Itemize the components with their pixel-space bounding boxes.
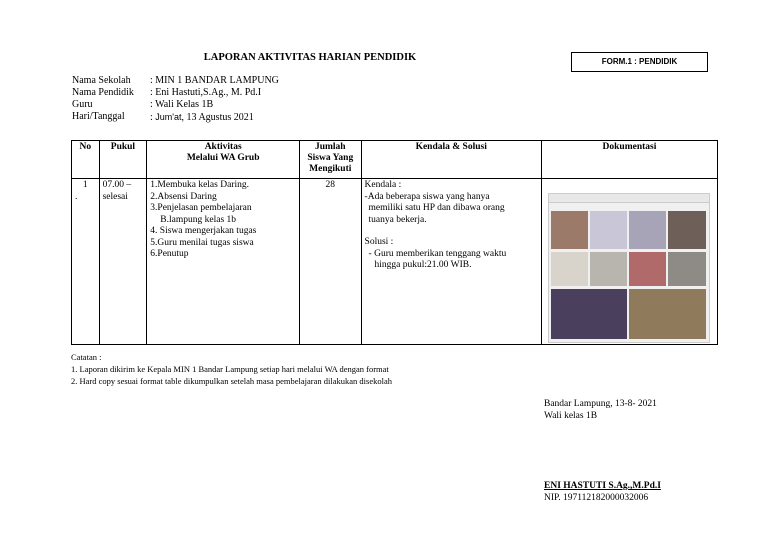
info-school-row [72, 75, 279, 87]
date-value: , 13 Agustus 2021 [181, 112, 254, 123]
info-guru-row [72, 99, 279, 111]
activity-table [71, 140, 718, 345]
kendala-line: tuanya bekerja. [368, 214, 427, 225]
kendala-title: Kendala : [364, 180, 402, 190]
notes-block [71, 351, 392, 387]
notes-title: Catatan : [71, 352, 102, 362]
activity-item: 1.Membuka kelas Daring. [150, 180, 249, 190]
guru-label: Guru [72, 99, 93, 110]
photo-thumb [668, 211, 706, 249]
kendala-line: -Ada beberapa siswa yang hanya [364, 191, 490, 202]
teacher-value: : Eni Hastuti,S.Ag., M. Pd.I [150, 87, 262, 98]
report-title: LAPORAN AKTIVITAS HARIAN PENDIDIK [203, 52, 417, 63]
cell-no-line2: . [75, 191, 78, 202]
kendala-line: memiliki satu HP dan dibawa orang [368, 203, 505, 213]
cell-pukul-line1: 07.00 – [102, 180, 132, 190]
info-teacher-row [72, 87, 279, 99]
activity-item: B.lampung kelas 1b [160, 214, 237, 225]
photo-thumb [551, 252, 588, 286]
header-pukul: Pukul [99, 141, 147, 179]
solusi-title: Solusi : [364, 237, 394, 247]
signer-nip: NIP. 197112182000032006 [544, 492, 649, 503]
spacer [365, 226, 538, 237]
header-aktivitas-line2: Melalui WA Grub [186, 153, 260, 163]
date-prefix: : [150, 112, 156, 123]
header-kendala: Kendala & Solusi [361, 141, 541, 179]
header-jumlah-line1: Jumlah [314, 142, 346, 152]
signer-role: Wali kelas 1B [544, 410, 598, 421]
signature-place [544, 399, 657, 422]
table-row [72, 179, 718, 345]
school-value: : MIN 1 BANDAR LAMPUNG [150, 75, 279, 86]
photo-thumb [590, 252, 627, 286]
activity-item: 5.Guru menilai tugas siswa [150, 237, 254, 248]
date-value-wrap [150, 111, 254, 124]
signer-block [544, 481, 661, 504]
table-header-row [72, 141, 718, 179]
header-aktivitas-line1: Aktivitas [204, 142, 242, 152]
date-label: Hari/Tanggal [72, 111, 125, 122]
guru-value: : Wali Kelas 1B [150, 99, 214, 110]
activity-item: 4. Siswa mengerjakan tugas [150, 226, 257, 236]
photo-thumb [590, 211, 627, 249]
header-jumlah [300, 141, 362, 179]
photo-thumb [668, 252, 706, 286]
school-label: Nama Sekolah [72, 75, 131, 86]
info-block [72, 75, 279, 124]
note-item: 2. Hard copy sesuai format table dikumpulkan setelah masa pembelajaran dilakukan disekolah [71, 376, 393, 386]
header-jumlah-line3: Mengikuti [309, 164, 352, 174]
activity-item: 3.Penjelasan pembelajaran [150, 203, 252, 213]
teacher-label: Nama Pendidik [72, 87, 134, 98]
cell-pukul-line2: selesai [102, 191, 128, 202]
solusi-line: hingga pukul:21.00 WIB. [374, 260, 472, 270]
signer-name: ENI HASTUTI S.Ag.,M.Pd.I [544, 481, 661, 491]
header-no: No [72, 141, 100, 179]
date-day: Jum'at [155, 112, 182, 122]
header-dokumentasi: Dokumentasi [541, 141, 717, 179]
cell-pukul [99, 179, 147, 345]
cell-kendala [361, 179, 541, 345]
activity-item: 2.Absensi Daring [150, 191, 217, 202]
solusi-line: - Guru memberikan tenggang waktu [368, 248, 507, 259]
photo-thumb [629, 289, 706, 339]
photo-thumb [551, 211, 588, 249]
cell-dokumentasi [541, 179, 717, 345]
documentation-photo [548, 193, 710, 343]
cell-no [72, 179, 100, 345]
cell-jumlah: 28 [300, 179, 362, 345]
cell-no-line1: 1 [82, 180, 88, 190]
info-date-row [72, 111, 279, 124]
cell-aktivitas [147, 179, 300, 345]
header-jumlah-line2: Siswa Yang [307, 153, 354, 163]
note-item: 1. Laporan dikirim ke Kepala MIN 1 Bandar Lampung setiap hari melalui WA dengan format [71, 364, 389, 374]
form-label-box: FORM.1 : PENDIDIK [571, 52, 708, 72]
header-aktivitas [147, 141, 300, 179]
photo-window-bar [549, 194, 709, 203]
photo-thumb [551, 289, 627, 339]
photo-thumb [629, 252, 666, 286]
place-date: Bandar Lampung, 13-8- 2021 [544, 399, 657, 409]
activity-item: 6.Penutup [150, 249, 189, 259]
photo-thumb [629, 211, 666, 249]
